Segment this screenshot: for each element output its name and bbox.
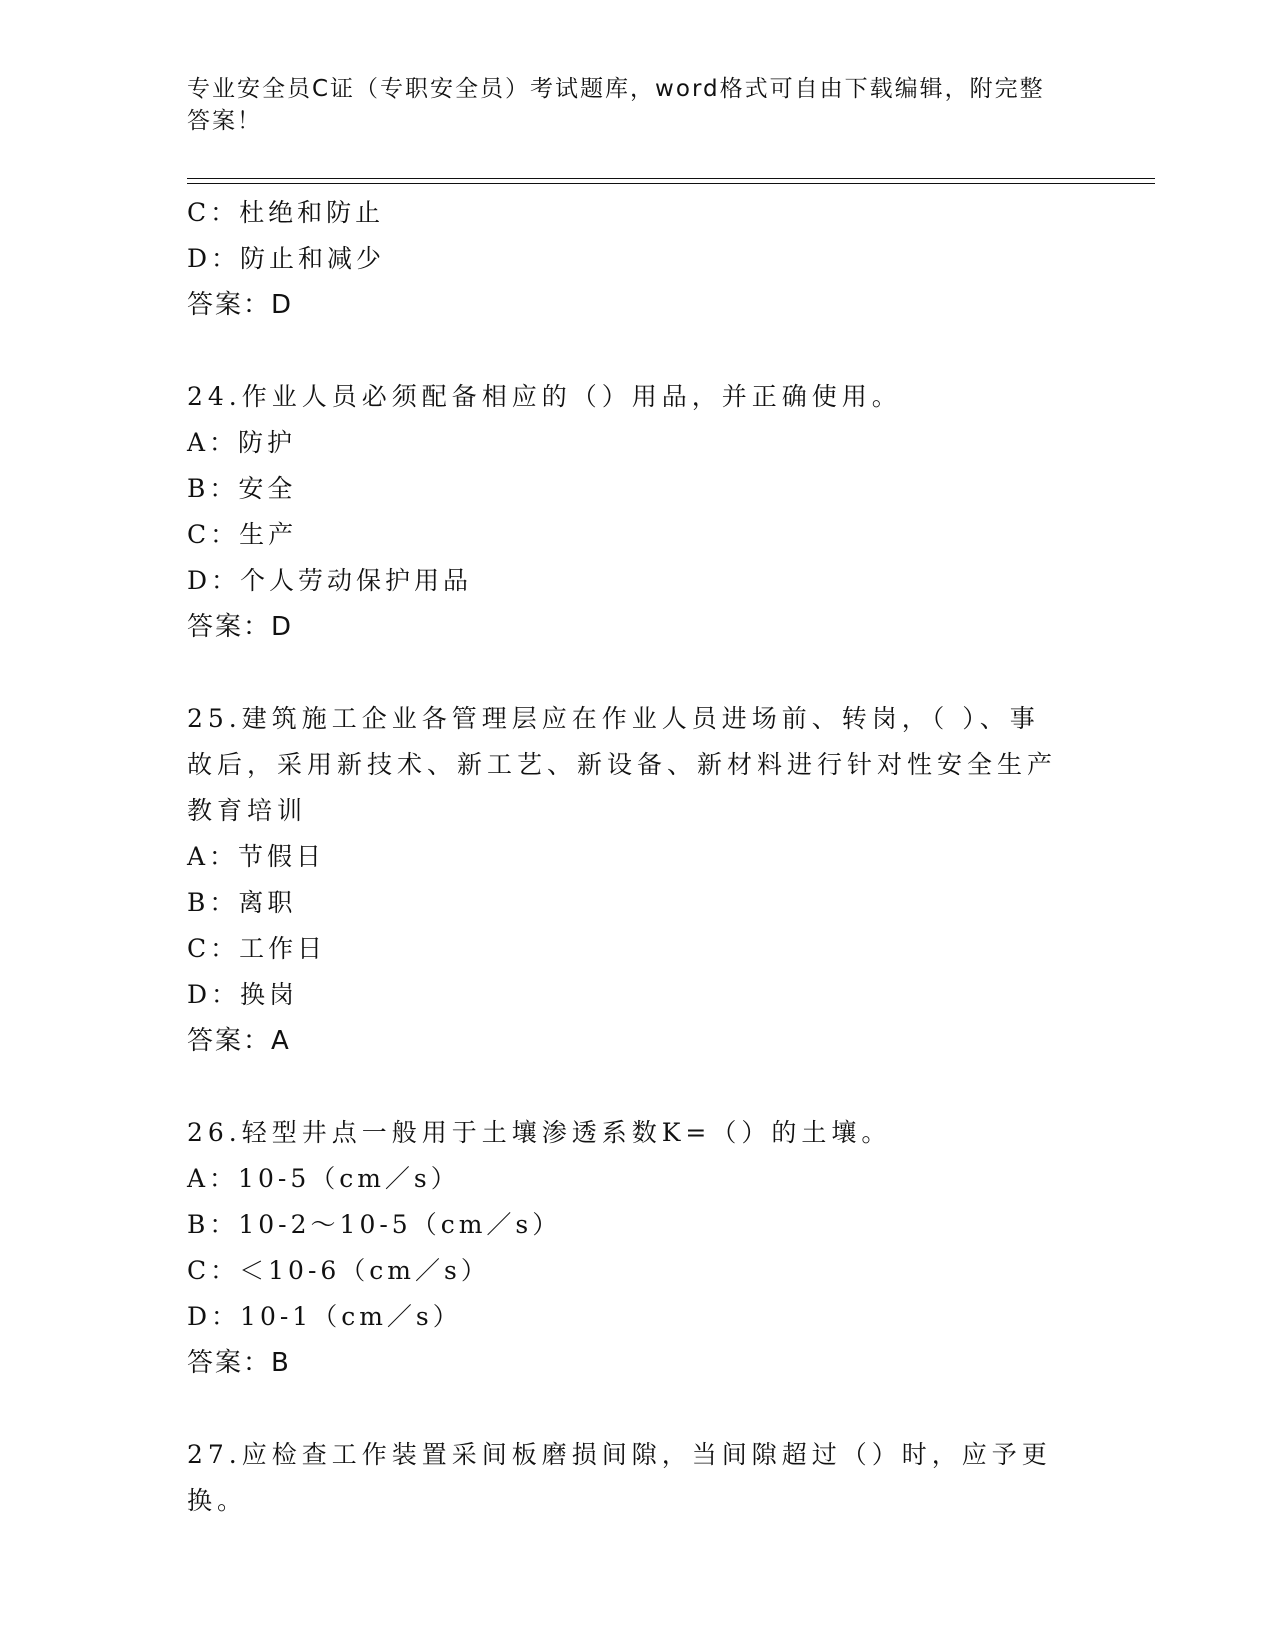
question-text: 25.建筑施工企业各管理层应在作业人员进场前、转岗，（ ）、事故后，采用新技术、新工艺、新设备、新材料进行针对性安全生产教育培训 xyxy=(187,704,1058,825)
answer-line: 答案：A xyxy=(187,1026,291,1056)
option-d: D：换岗 xyxy=(187,980,299,1009)
option-d: D：10-1（cm／s） xyxy=(187,1302,462,1331)
question-block-24 xyxy=(187,374,1067,650)
question-block-26 xyxy=(187,1110,1067,1386)
page-header-title: 专业安全员C证（专职安全员）考试题库，word格式可自由下载编辑，附完整答案！ xyxy=(187,76,1045,134)
option-c: C：＜10-6（cm／s） xyxy=(187,1256,490,1285)
option-d: D：防止和减少 xyxy=(187,244,386,273)
question-block-23 xyxy=(187,190,1067,328)
option-c: C：工作日 xyxy=(187,934,327,963)
option-b: B：安全 xyxy=(187,474,297,503)
header-divider-bottom xyxy=(187,183,1155,184)
option-c: C：生产 xyxy=(187,520,298,549)
answer-line: 答案：D xyxy=(187,612,294,642)
option-a: A：10-5（cm／s） xyxy=(187,1164,460,1193)
question-text: 24.作业人员必须配备相应的（）用品，并正确使用。 xyxy=(187,382,902,411)
question-text: 26.轻型井点一般用于土壤渗透系数K=（）的土壤。 xyxy=(187,1118,892,1147)
option-d: D：个人劳动保护用品 xyxy=(187,566,473,595)
option-a: A：节假日 xyxy=(187,842,326,871)
option-b: B：10-2～10-5（cm／s） xyxy=(187,1210,562,1239)
option-b: B：离职 xyxy=(187,888,297,917)
question-block-25 xyxy=(187,696,1067,1064)
answer-line: 答案：B xyxy=(187,1348,291,1378)
answer-line: 答案：D xyxy=(187,290,294,320)
question-list xyxy=(187,190,1067,1524)
question-block-27 xyxy=(187,1432,1067,1524)
question-text: 27.应检查工作装置采间板磨损间隙，当间隙超过（）时，应予更换。 xyxy=(187,1440,1052,1515)
header-divider-top xyxy=(187,178,1155,179)
option-c: C：杜绝和防止 xyxy=(187,198,385,227)
option-a: A：防护 xyxy=(187,428,297,457)
